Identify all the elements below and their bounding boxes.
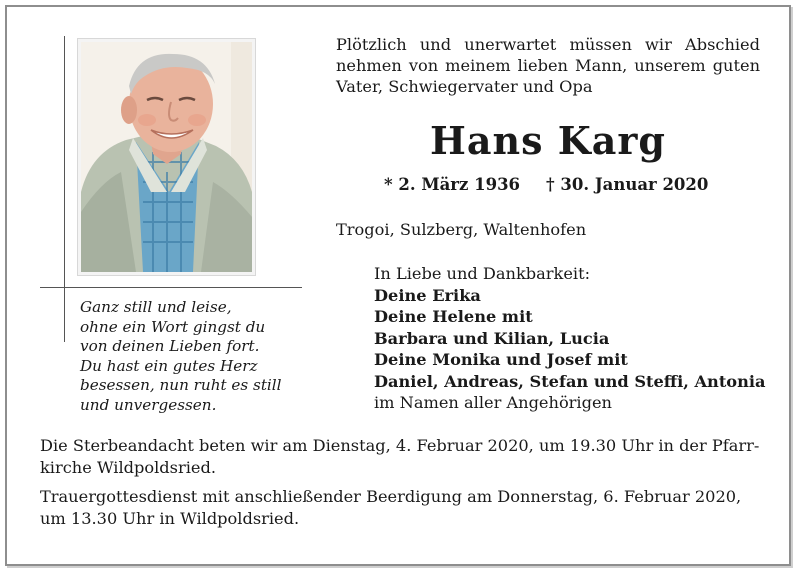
rosary-line: kirche Wildpoldsried.: [40, 457, 216, 477]
vertical-divider: [64, 36, 65, 342]
family-name: Deine Helene mit: [374, 307, 533, 326]
family-name: Daniel, Andreas, Stefan und Steffi, Antonia: [374, 371, 766, 391]
poem-line: Ganz still und leise,: [80, 298, 232, 316]
funeral-line: Trauergottesdienst mit anschließender Beerdigung am Donnerstag, 6. Februar 2020,: [40, 487, 742, 506]
poem-line: von deinen Lieben fort.: [80, 337, 260, 356]
death-date: † 30. Januar 2020: [546, 175, 709, 194]
intro-line: nehmen von meinem lieben Mann, unserem guten: [336, 56, 760, 75]
poem: [80, 298, 310, 416]
family-signature: [374, 263, 766, 414]
horizontal-divider: [40, 287, 302, 288]
family-outro: im Namen aller Angehörigen: [374, 393, 612, 412]
intro-text: [336, 34, 760, 97]
life-dates: [384, 174, 714, 196]
poem-line: ohne ein Wort gingst du: [80, 317, 266, 336]
poem-line: Du hast ein gutes Herz: [80, 356, 258, 375]
places: Trogoi, Sulzberg, Waltenhofen: [336, 220, 587, 239]
intro-line: Plötzlich und unerwartet müssen wir Abschied: [336, 35, 760, 54]
rosary-line: Die Sterbeandacht beten wir am Dienstag, 4. Februar 2020, um 19.30 Uhr in der Pfarr-: [40, 436, 760, 455]
portrait-photo: [78, 39, 255, 275]
family-name: Deine Monika und Josef mit: [374, 350, 628, 369]
poem-line: und unvergessen.: [80, 395, 217, 414]
funeral-line: um 13.30 Uhr in Wildpoldsried.: [40, 508, 300, 528]
deceased-name: Hans Karg: [429, 118, 667, 163]
family-name: Deine Erika: [374, 285, 481, 305]
family-intro: In Liebe und Dankbarkeit:: [374, 264, 591, 283]
service-info: [40, 435, 762, 529]
family-name: Barbara und Kilian, Lucia: [374, 328, 610, 348]
birth-date: * 2. März 1936: [384, 175, 521, 194]
intro-line: Vater, Schwiegervater und Opa: [336, 77, 593, 96]
poem-line: besessen, nun ruht es still: [80, 376, 282, 395]
